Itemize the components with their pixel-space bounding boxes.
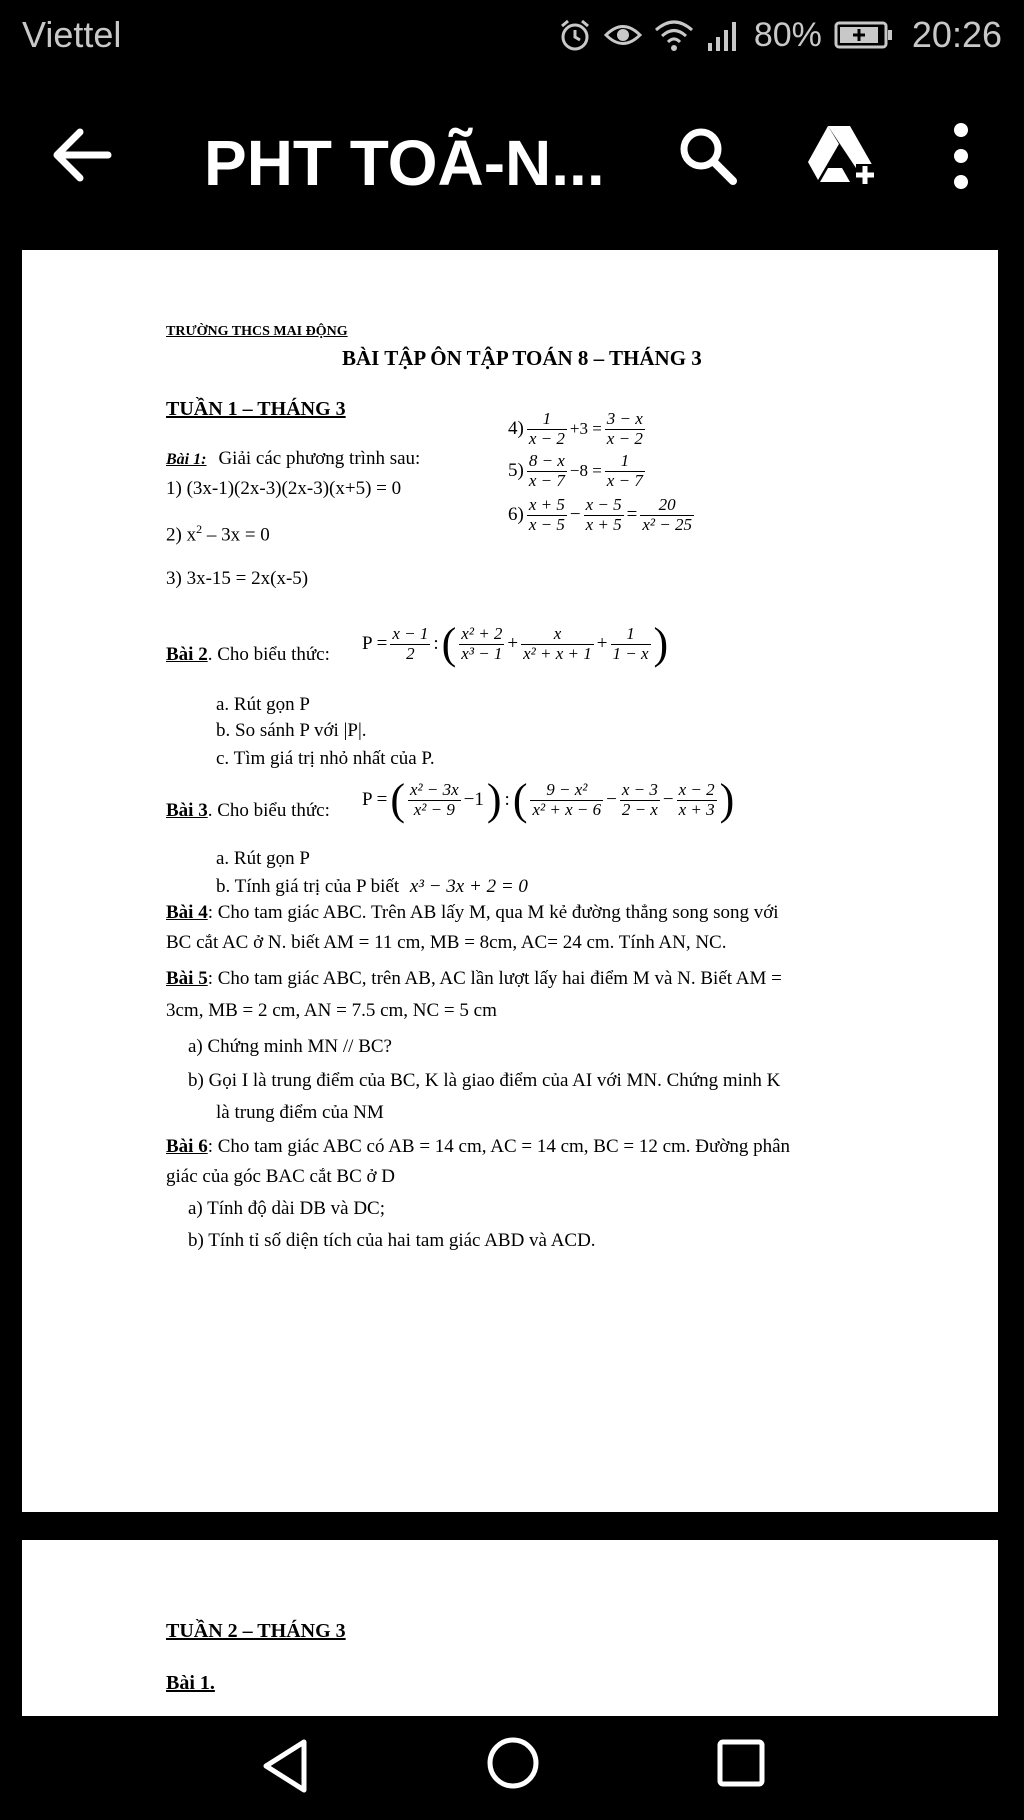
fraction — [390, 625, 430, 663]
denominator: x − 7 — [606, 470, 643, 490]
clock: 20:26 — [911, 14, 1002, 55]
fraction — [611, 625, 651, 663]
condition-expression: x³ − 3x + 2 = 0 — [409, 876, 528, 897]
expression-P-3 — [362, 775, 735, 824]
fraction — [677, 781, 717, 819]
numerator: x − 1 — [392, 623, 429, 643]
numerator: 9 − x² — [546, 779, 588, 799]
week-heading: TUẦN 2 – THÁNG 3 — [166, 1620, 346, 1642]
exercise-2-part-a: a. Rút gọn P — [216, 694, 310, 715]
eye-icon — [604, 20, 642, 50]
equation-4 — [508, 410, 645, 448]
numerator: 20 — [658, 495, 676, 514]
denominator: 1 − x — [612, 643, 649, 663]
exercise-4-line-1 — [166, 902, 779, 924]
exercise-text: . Cho biểu thức: — [207, 800, 330, 821]
search-icon[interactable] — [676, 124, 738, 186]
fraction — [527, 496, 567, 534]
exercise-6-line-2: giác của góc BAC cắt BC ở D — [166, 1166, 396, 1187]
fraction — [530, 781, 603, 819]
exercise-label: Bài 5 — [166, 968, 208, 989]
numerator: 1 — [626, 623, 635, 643]
exercise-2-part-b: b. So sánh P với |P|. — [216, 720, 367, 741]
exercise-text: Giải các phương trình sau: — [218, 448, 421, 469]
denominator: x − 5 — [528, 514, 565, 534]
back-arrow-icon[interactable] — [48, 122, 114, 188]
numerator: x − 3 — [621, 779, 658, 799]
paren: ( — [441, 619, 457, 668]
fraction — [605, 452, 645, 490]
exercise-5-part-b-line-2: là trung điểm của NM — [216, 1102, 384, 1123]
operator: P = — [362, 633, 388, 654]
operator: − — [606, 789, 617, 810]
exercise-5-line-2: 3cm, MB = 2 cm, AN = 7.5 cm, NC = 5 cm — [166, 1000, 497, 1021]
fraction — [521, 625, 594, 663]
denominator: x² − 25 — [642, 514, 692, 534]
operator: − — [569, 504, 581, 526]
nav-recent-apps-icon[interactable] — [716, 1738, 766, 1788]
exercise-5-part-b-line-1: b) Gọi I là trung điểm của BC, K là giao điểm của AI với MN. Chứng minh K — [188, 1070, 781, 1091]
operator: − — [662, 789, 674, 810]
battery-charging-icon — [834, 20, 894, 50]
exercise-1-title — [166, 448, 420, 470]
battery-percent: 80% — [753, 15, 822, 54]
denominator: 2 − x — [621, 799, 658, 819]
operator: : — [504, 789, 510, 810]
exercise-3-title — [166, 800, 330, 822]
denominator: x − 2 — [528, 428, 565, 448]
numerator: 1 — [542, 409, 552, 428]
status-bar — [0, 0, 1024, 72]
equation-5 — [508, 452, 645, 490]
denominator: x + 5 — [585, 514, 622, 534]
exercise-text: : Cho tam giác ABC có AB = 14 cm, AC = 14 cm, BC = 12 cm. Đường phân — [207, 1136, 791, 1157]
paren: ) — [719, 775, 735, 824]
numerator: x² − 3x — [409, 779, 459, 799]
exercise-label: Bài 1: — [166, 451, 207, 468]
equation-label: 4) — [508, 418, 524, 440]
add-to-drive-icon[interactable] — [806, 122, 876, 188]
exercise-3-part-a: a. Rút gọn P — [216, 848, 310, 869]
numerator: x − 5 — [585, 495, 622, 514]
part-text: b. Tính giá trị của P biết — [216, 876, 400, 897]
fraction — [620, 781, 660, 819]
numerator: x − 2 — [678, 779, 715, 799]
document-title: PHT TOÃ-N... — [204, 127, 605, 199]
operator: = — [626, 504, 638, 526]
exercise-label: Bài 3 — [166, 800, 208, 821]
fraction — [640, 496, 694, 534]
more-options-icon[interactable] — [944, 118, 978, 194]
denominator: x² − 9 — [408, 800, 461, 820]
denominator: x − 7 — [528, 470, 565, 490]
equation-2 — [166, 522, 270, 546]
operator: −8 = — [569, 461, 602, 481]
signal-icon — [706, 19, 742, 51]
denominator: x + 3 — [678, 799, 715, 819]
exercise-label: Bài 4 — [166, 902, 208, 923]
navigation-bar — [0, 1716, 1024, 1820]
denominator: x − 2 — [606, 428, 643, 448]
equation-label: 5) — [508, 460, 524, 482]
numerator: 3 − x — [606, 409, 643, 428]
numerator: x² + 2 — [461, 623, 503, 643]
exercise-5-part-a: a) Chứng minh MN // BC? — [188, 1036, 392, 1057]
exercise-3-part-b — [216, 876, 528, 898]
wifi-icon — [654, 18, 694, 52]
equation-label: 6) — [508, 504, 524, 526]
exercise-text: . Cho biểu thức: — [207, 644, 330, 665]
exercise-text: : Cho tam giác ABC, trên AB, AC lần lượt lấy hai điểm M và N. Biết AM = — [207, 968, 782, 989]
numerator: 1 — [620, 451, 630, 470]
paren: ( — [390, 775, 405, 824]
operator: +3 = — [569, 419, 602, 439]
denominator: x² + x − 6 — [532, 799, 602, 819]
school-name: TRƯỜNG THCS MAI ĐỘNG — [166, 324, 348, 339]
alarm-icon — [558, 18, 592, 52]
expression-P-2 — [362, 619, 669, 668]
paren: ( — [512, 775, 528, 824]
equation-6 — [508, 496, 694, 534]
fraction — [527, 452, 567, 490]
week-heading: TUẦN 1 – THÁNG 3 — [166, 398, 346, 420]
exercise-5-line-1 — [166, 968, 782, 990]
exercise-1-title: Bài 1. — [166, 1672, 215, 1694]
fraction — [527, 410, 567, 448]
operator: : — [433, 633, 439, 654]
app-bar — [0, 72, 1024, 242]
numerator: x + 5 — [528, 495, 565, 514]
fraction — [408, 781, 461, 819]
pdf-page-2[interactable] — [22, 1540, 998, 1716]
exercise-2-part-c: c. Tìm giá trị nhỏ nhất của P. — [216, 748, 435, 769]
status-icons — [558, 12, 1002, 58]
equation-1: 1) (3x-1)(2x-3)(2x-3)(x+5) = 0 — [166, 478, 402, 499]
equation-2-base: 2) x — [166, 524, 197, 546]
operator: −1 — [463, 789, 484, 810]
exercise-2-title — [166, 644, 330, 666]
nav-back-icon[interactable] — [260, 1738, 310, 1794]
numerator: x — [553, 623, 562, 643]
numerator: 8 − x — [528, 451, 565, 470]
paren: ) — [486, 775, 502, 824]
fraction — [459, 625, 504, 663]
operator: + — [596, 633, 608, 654]
carrier-name: Viettel — [22, 14, 122, 55]
exercise-text: : Cho tam giác ABC. Trên AB lấy M, qua M kẻ đường thẳng song song với — [207, 902, 779, 923]
document-heading: BÀI TẬP ÔN TẬP TOÁN 8 – THÁNG 3 — [342, 346, 702, 370]
exercise-label: Bài 6 — [166, 1136, 208, 1157]
exercise-6-part-a: a) Tính độ dài DB và DC; — [188, 1198, 386, 1219]
exercise-label: Bài 2 — [166, 644, 208, 665]
fraction — [584, 496, 624, 534]
equation-3: 3) 3x-15 = 2x(x-5) — [166, 568, 309, 589]
exercise-6-part-b: b) Tính tỉ số diện tích của hai tam giác ABD và ACD. — [188, 1230, 596, 1251]
equation-2-exponent: 2 — [196, 522, 203, 536]
equation-2-rest: – 3x = 0 — [202, 524, 270, 546]
operator: P = — [362, 789, 388, 810]
pdf-page-1[interactable] — [22, 250, 998, 1512]
denominator: 2 — [390, 644, 430, 664]
denominator: x² + x + 1 — [523, 643, 592, 663]
operator: + — [507, 633, 519, 654]
fraction — [605, 410, 645, 448]
exercise-6-line-1 — [166, 1136, 790, 1158]
nav-home-icon[interactable] — [486, 1736, 540, 1790]
exercise-4-line-2: BC cắt AC ở N. biết AM = 11 cm, MB = 8cm, AC= 24 cm. Tính AN, NC. — [166, 932, 727, 953]
denominator: x³ − 1 — [461, 643, 503, 663]
paren: ) — [653, 619, 669, 668]
